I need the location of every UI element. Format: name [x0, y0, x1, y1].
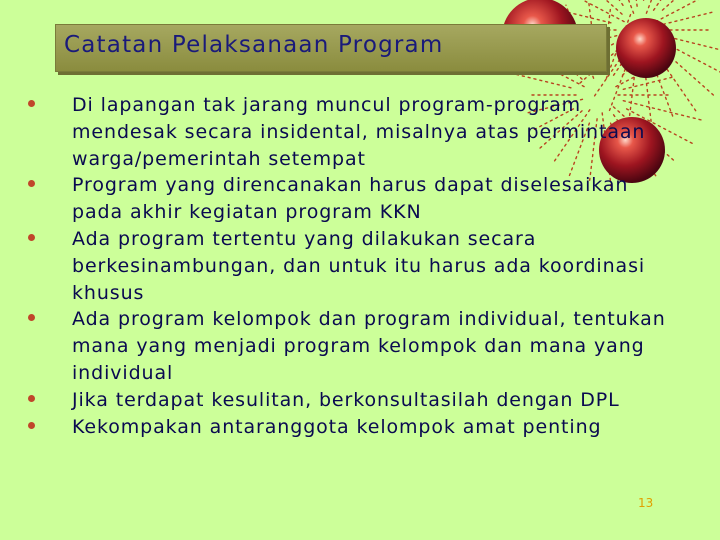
bullet-dot-icon — [28, 395, 35, 402]
bullet-text: Di lapangan tak jarang muncul program-program mendesak secara insidental, misalnya atas permintaan warga/pemerintah setempat — [72, 94, 646, 170]
bullet-text: Jika terdapat kesulitan, berkonsultasilah dengan DPL — [72, 388, 620, 411]
bullet-item — [24, 92, 674, 172]
slide-title: Catatan Pelaksanaan Program — [64, 32, 444, 58]
spark-line — [623, 77, 673, 89]
bullet-dot-icon — [28, 180, 35, 187]
bullet-text: Ada program tertentu yang dilakukan secara berkesinambungan, dan untuk itu harus ada koordinasi khusus — [72, 227, 646, 304]
spark-line — [629, 0, 637, 6]
spark-line — [656, 0, 709, 22]
title-bar — [55, 24, 607, 72]
bullet-list — [24, 92, 674, 440]
bullet-dot-icon — [28, 234, 35, 241]
page-number: 13 — [638, 496, 654, 510]
bullet-dot-icon — [28, 314, 35, 321]
bullet-dot-icon — [28, 100, 35, 107]
bullet-dot-icon — [28, 422, 35, 429]
bullet-item — [24, 387, 674, 414]
bullet-text: Ada program kelompok dan program individual, tentukan mana yang menjadi program kelompok dan mana yang individual — [72, 308, 666, 384]
bullet-item — [24, 306, 674, 386]
bullet-item — [24, 172, 674, 226]
spark-line — [663, 12, 713, 24]
bullet-item — [24, 226, 674, 306]
bullet-text: Program yang direncanakan harus dapat diselesaikan pada akhir kegiatan program KKN — [72, 174, 629, 224]
bullet-item — [24, 414, 674, 441]
bullet-text: Kekompakan antaranggota kelompok amat penting — [72, 415, 602, 438]
spark-line — [564, 0, 622, 14]
ornament-ball — [616, 18, 676, 78]
spark-line — [654, 0, 688, 10]
